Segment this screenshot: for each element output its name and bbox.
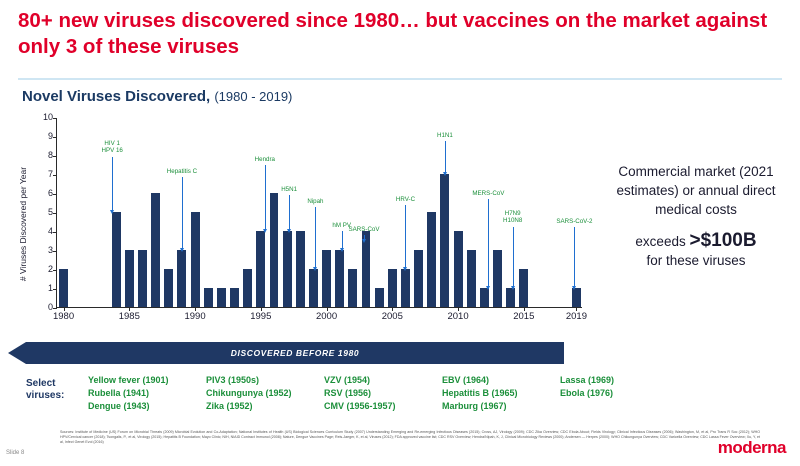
annotation-arrow-icon (445, 141, 446, 172)
chart-bar (454, 231, 463, 307)
x-axis-tick-mark (64, 307, 65, 311)
annotation-arrow-icon (315, 207, 316, 267)
virus-list-item: Ebola (1976) (560, 388, 614, 398)
chart-plot-area (42, 112, 593, 322)
chart-annotation: HIV 1 HPV 16 (101, 140, 123, 155)
chart-bar (480, 288, 489, 307)
x-axis-tick: 1990 (184, 311, 206, 322)
y-axis-tick: 0 (47, 302, 53, 312)
y-axis-tick-mark (53, 137, 57, 138)
chart-bar (335, 250, 344, 307)
slide-number: Slide 8 (6, 450, 25, 456)
x-axis-tick: 2000 (315, 311, 338, 322)
x-axis-tick-mark (327, 307, 328, 311)
chart-annotation: H7N9 H10N8 (503, 210, 523, 225)
y-axis-tick: 2 (47, 264, 53, 274)
chart-bar (388, 269, 397, 307)
y-axis-tick: 6 (47, 188, 53, 198)
x-axis-tick: 2005 (381, 311, 403, 322)
chart-annotation: HRV-C (395, 196, 416, 203)
virus-list-item: Yellow fever (1901) (88, 375, 169, 385)
y-axis-tick-mark (53, 213, 57, 214)
chart-bar (309, 269, 318, 307)
chart-bar (296, 231, 305, 307)
chart-bar (414, 250, 423, 307)
x-axis-tick: 1995 (250, 311, 272, 322)
x-axis-tick: 2015 (513, 311, 535, 322)
chart-bar (243, 269, 252, 307)
y-axis-label: # Viruses Discovered per Year (18, 166, 28, 282)
chart-bar (112, 212, 121, 307)
virus-column (442, 374, 560, 413)
y-axis-tick: 8 (47, 150, 53, 160)
virus-list-item: Chikungunya (1952) (206, 388, 292, 398)
virus-list-item: VZV (1954) (324, 375, 371, 385)
x-axis-tick-mark (129, 307, 130, 311)
chart-bar (151, 193, 160, 307)
chart-bar (493, 250, 502, 307)
y-axis-tick-mark (53, 194, 57, 195)
chart-bar (204, 288, 213, 307)
chart-annotation: H5N1 (281, 186, 298, 193)
market-callout-exceeds: exceeds (635, 234, 686, 249)
page-title: 80+ new viruses discovered since 1980… but vaccines on the market against only 3 of these viruses (18, 9, 768, 58)
chart-bar (572, 288, 581, 307)
virus-list-item: Marburg (1967) (442, 401, 507, 411)
annotation-arrow-icon (265, 165, 266, 229)
chart-bar (177, 250, 186, 307)
market-callout-line2: for these viruses (646, 253, 746, 268)
chart-bar (270, 193, 279, 307)
chart-annotation: H1N1 (437, 132, 453, 139)
y-axis-tick: 3 (47, 245, 53, 255)
virus-column (560, 374, 660, 413)
chart-bar (375, 288, 384, 307)
x-axis-tick: 2010 (447, 311, 469, 322)
annotation-arrow-icon (289, 195, 290, 229)
chart-bar (125, 250, 134, 307)
chart-bar (283, 231, 292, 307)
title-divider (18, 78, 782, 80)
chart-bar (519, 269, 528, 307)
y-axis-tick-mark (53, 118, 57, 119)
annotation-arrow-icon (574, 227, 575, 286)
chart-bar (467, 250, 476, 307)
virus-list-item: CMV (1956-1957) (324, 401, 396, 411)
sources-text: Sources: Institute of Medicine (US) Forum on Microbial Threats (2009) Microbial Evolution and Co-Adaptation; National Institutes of Health (US) Biological Sciences Curriculum Study (2007) Understanding Emerging and Re-emerging Infectious Diseases (2015); Cross, AJ, Virology (2009); CDC Zika Overview; CDC Ebola About; Fields Virology; Clinical Infectious Diseases (2006); Washington, M, et al, Pro Trans R Soc (2012); WHO HPV/Cervical cancer (2018); Tsongalis, P., et al, Virology (2015); Hepatitis B Foundation; Mayo Clinic; NIH, NIAID Contract Immunol (2008); Nature, Dengue Vaccines Page; Reis-Jaeger, K, et al, Viruses (2012); FDA approved vaccine list; CDC RSV Overview; Hendra/Nipah, K, J, Clinical Microbiology Reviews (2000); Andersen — Herpes (2000); WHO Chikungunya Overview; CDC Varicella Overview; CDC Lassa Fever Overview; Xu, Y, et al, Infect Genet Evol (2016) (60, 430, 760, 445)
select-viruses-list (88, 374, 615, 413)
x-axis-tick-mark (576, 307, 577, 311)
moderna-logo: moderna (717, 438, 786, 457)
y-axis-tick-mark (53, 289, 57, 290)
virus-discovery-chart (18, 112, 593, 330)
market-callout-amount: >$100B (689, 230, 757, 251)
virus-list-item: Dengue (1943) (88, 401, 150, 411)
pre-1980-banner: DISCOVERED BEFORE 1980 (26, 342, 564, 364)
x-axis-tick: 2019 (565, 311, 587, 322)
y-axis-tick: 9 (47, 131, 53, 141)
y-axis-tick-mark (53, 308, 57, 309)
chart-bar (427, 212, 436, 307)
chart-bar (59, 269, 68, 307)
chart-annotation: Hepatitis C (166, 168, 198, 175)
virus-list-item: Zika (1952) (206, 401, 253, 411)
virus-list-item: Rubella (1941) (88, 388, 150, 398)
y-axis-tick-mark (53, 232, 57, 233)
y-axis-tick-mark (53, 251, 57, 252)
chart-bar (164, 269, 173, 307)
chart-bar (506, 288, 515, 307)
annotation-arrow-icon (513, 227, 514, 286)
chart-bar (401, 269, 410, 307)
chart-subtitle-years: (1980 - 2019) (214, 89, 293, 104)
virus-list-item: RSV (1956) (324, 388, 372, 398)
chart-subtitle-main: Novel Viruses Discovered, (22, 88, 211, 105)
select-viruses-label: Select viruses: (26, 378, 65, 401)
chart-bar (217, 288, 226, 307)
x-axis-tick-mark (261, 307, 262, 311)
chart-annotation: hM PV (332, 222, 352, 229)
chart-annotation: Hendra (254, 156, 275, 163)
annotation-arrow-icon (364, 235, 365, 239)
chart-annotation: SARS-CoV (348, 226, 380, 233)
chart-annotation: Nipah (307, 198, 324, 205)
y-axis-tick: 10 (42, 112, 53, 122)
annotation-arrow-icon (342, 231, 343, 248)
chart-annotation: MERS-CoV (472, 190, 505, 197)
x-axis-tick-mark (458, 307, 459, 311)
chart-bar (138, 250, 147, 307)
x-axis-tick: 1985 (118, 311, 140, 322)
x-axis-tick-mark (392, 307, 393, 311)
annotation-arrow-icon (405, 205, 406, 267)
chart-bar (348, 269, 357, 307)
virus-list-item: EBV (1964) (442, 375, 490, 385)
virus-column (324, 374, 442, 413)
y-axis-tick-mark (53, 175, 57, 176)
x-axis-tick-mark (195, 307, 196, 311)
banner-arrow-icon (8, 342, 26, 364)
y-axis-tick: 4 (47, 226, 53, 236)
y-axis-tick: 1 (47, 283, 53, 293)
virus-list-item: Hepatitis B (1965) (442, 388, 518, 398)
x-axis-tick: 1980 (52, 311, 75, 322)
annotation-arrow-icon (112, 157, 113, 210)
market-callout (608, 162, 784, 270)
chart-bar (230, 288, 239, 307)
chart-bar (440, 174, 449, 307)
virus-column (88, 374, 206, 413)
y-axis-tick: 5 (47, 207, 53, 217)
y-axis-tick-mark (53, 156, 57, 157)
y-axis-tick-mark (53, 270, 57, 271)
chart-bar (256, 231, 265, 307)
annotation-arrow-icon (182, 177, 183, 248)
y-axis-tick: 7 (47, 169, 53, 179)
annotation-arrow-icon (488, 199, 489, 286)
chart-annotation: SARS-CoV-2 (556, 218, 593, 225)
virus-list-item: PIV3 (1950s) (206, 375, 260, 385)
market-callout-amount-row (608, 231, 784, 251)
chart-bar (191, 212, 200, 307)
x-axis-tick-mark (524, 307, 525, 311)
market-callout-line1: Commercial market (2021 estimates) or annual direct medical costs (616, 164, 776, 217)
virus-column (206, 374, 324, 413)
virus-list-item: Lassa (1969) (560, 375, 615, 385)
chart-bar (322, 250, 331, 307)
chart-subtitle (22, 88, 292, 105)
